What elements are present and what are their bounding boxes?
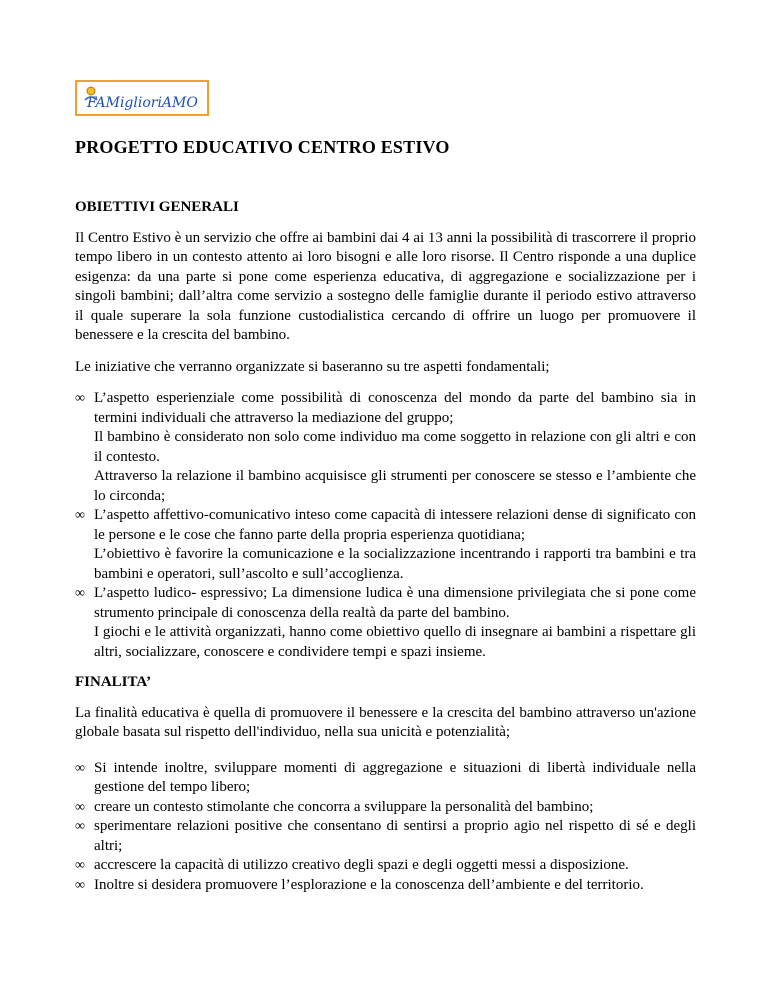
infinity-bullet-icon: ∞: [75, 391, 85, 406]
list-item: [75, 584, 696, 662]
infinity-bullet-icon: ∞: [75, 877, 85, 893]
list-item: [75, 506, 696, 584]
list-item-text: sperimentare relazioni positive che consentano di sentirsi a proprio agio nel rispetto di sé e degli altri;: [94, 818, 696, 854]
list-item: [75, 876, 696, 896]
logo-graphic: [77, 82, 207, 114]
list-item: [75, 759, 696, 798]
list-item-lead: L’aspetto affettivo-comunicativo inteso come capacità di intessere relazioni dense di significato con le persone e le cose che fanno parte della propria esperienza quotidiana;: [94, 507, 696, 543]
list-item-lead: L’aspetto ludico- espressivo; La dimensione ludica è una dimensione privilegiata che si pone come strumento principale di conoscenza della realtà da parte del bambino.: [94, 585, 696, 621]
list-item: [75, 817, 696, 856]
logo: [75, 80, 209, 116]
infinity-bullet-icon: ∞: [75, 760, 85, 776]
infinity-bullet-icon: ∞: [75, 819, 85, 834]
list-item-text: creare un contesto stimolante che concorra a sviluppare la personalità del bambino;: [94, 798, 594, 815]
infinity-bullet-icon: ∞: [75, 799, 85, 815]
finalita-list: [75, 759, 696, 896]
section-heading-obiettivi: OBIETTIVI GENERALI: [75, 199, 239, 215]
paragraph-finalita: La finalità educativa è quella di promuovere il benessere e la crescita del bambino attraverso un'azione globale basata sul rispetto dell'individuo, nella sua unicità e potenzialità;: [75, 704, 696, 740]
document-body: [75, 198, 696, 903]
list-item: [75, 389, 696, 506]
infinity-bullet-icon: ∞: [75, 508, 85, 523]
list-item-detail: Il bambino è considerato non solo come individuo ma come soggetto in relazione con gli altri e con il contesto.: [94, 429, 696, 465]
list-item: [75, 856, 696, 876]
section-heading-finalita: FINALITA’: [75, 674, 152, 690]
list-item: [75, 798, 696, 818]
list-item-text: Inoltre si desidera promuovere l’esplorazione e la conoscenza dell’ambiente e del territorio.: [94, 876, 644, 893]
paragraph-intro: Le iniziative che verranno organizzate si baseranno su tre aspetti fondamentali;: [75, 358, 550, 375]
list-item-detail: L’obiettivo è favorire la comunicazione e la socializzazione incentrando i rapporti tra bambini e tra bambini e operatori, sull’ascolto e sull’accoglienza.: [94, 546, 696, 582]
list-item-text: accrescere la capacità di utilizzo creativo degli spazi e degli oggetti messi a disposizione.: [94, 857, 629, 873]
logo-text: FAMiglioriAMO: [87, 95, 198, 111]
list-item-detail: I giochi e le attività organizzati, hanno come obiettivo quello di insegnare ai bambini a rispettare gli altri, socializzare, conoscere e condividere tempi e spazi insieme.: [94, 624, 696, 660]
list-item-detail: Attraverso la relazione il bambino acquisisce gli strumenti per conoscere se stesso e l’ambiente che lo circonda;: [94, 468, 696, 504]
infinity-bullet-icon: ∞: [75, 858, 85, 873]
aspects-list: [75, 389, 696, 662]
page-title: PROGETTO EDUCATIVO CENTRO ESTIVO: [75, 137, 450, 157]
list-item-text: Si intende inoltre, sviluppare momenti di aggregazione e situazioni di libertà individuale nella gestione del tempo libero;: [94, 759, 696, 795]
infinity-bullet-icon: ∞: [75, 586, 85, 601]
list-item-lead: L’aspetto esperienziale come possibilità di conoscenza del mondo da parte del bambino sia in termini individuali che attraverso la mediazione del gruppo;: [94, 390, 696, 426]
paragraph-obiettivi: Il Centro Estivo è un servizio che offre ai bambini dai 4 ai 13 anni la possibilità di trascorrere il proprio tempo libero in un contesto attento ai loro bisogni e alle loro risorse. Il Centro risponde a una duplice esigenza: da una parte si pone come esperienza educativa, di aggregazione e socializzazione per i singoli bambini; dall’altra come servizio a sostegno delle famiglie durante il periodo estivo attraverso il quale superare la sola funzione custodialistica cercando di offrire un luogo per promuovere il benessere e la crescita del bambino.: [75, 229, 696, 343]
